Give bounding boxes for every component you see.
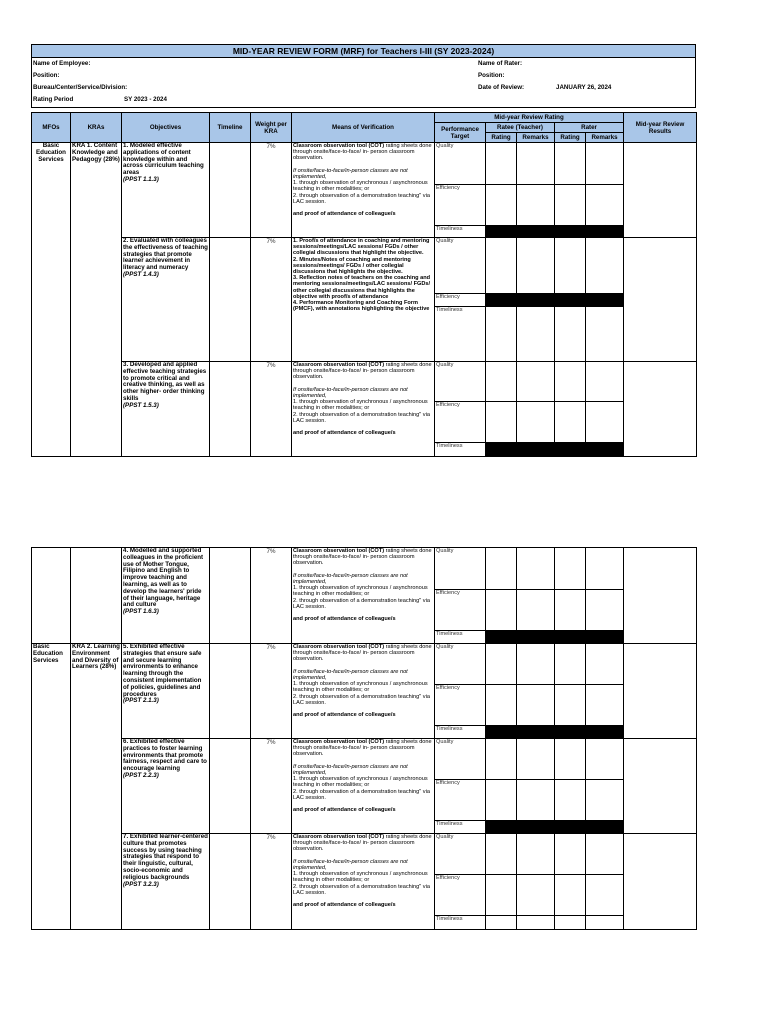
mov-cell xyxy=(292,143,435,238)
perf-efficiency: Efficiency xyxy=(435,590,486,631)
timeline-cell[interactable] xyxy=(210,143,251,238)
mov-cot-rest: rating sheets done through onsite/face-to-face/ in- person classroom observation. xyxy=(293,362,432,381)
employee-info xyxy=(31,58,696,108)
rater-remarks-input[interactable] xyxy=(586,143,624,185)
header-weight: Weight per KRA xyxy=(251,113,292,143)
header-rater-rating: Rating xyxy=(555,133,586,143)
perf-efficiency: Efficiency xyxy=(435,185,486,226)
header-midyear-rating: Mid-year Review Rating xyxy=(435,113,624,123)
header-mov: Means of Verification xyxy=(292,113,435,143)
mov-item-2: 2. through observation of a demonstration teaching" via LAC session. xyxy=(293,192,430,205)
mov-cot-bold: Classroom observation tool (COT) xyxy=(293,362,385,368)
ratee-remarks-input[interactable] xyxy=(517,362,555,402)
table-row xyxy=(32,238,697,294)
form-page-1 xyxy=(31,44,696,457)
date-of-review-label: Date of Review: xyxy=(478,84,525,91)
mov-item-2: 2. through observation of a demonstration teaching" via LAC session. xyxy=(293,788,430,801)
perf-efficiency: Efficiency xyxy=(435,875,486,916)
rater-remarks-input[interactable] xyxy=(586,402,624,443)
rater-rating-input[interactable] xyxy=(555,834,586,875)
objective-cell xyxy=(122,548,210,644)
rater-rating-input[interactable] xyxy=(555,185,586,226)
rater-rating-input[interactable] xyxy=(555,739,586,780)
ratee-rating-input[interactable] xyxy=(486,185,517,226)
mov-p1: 1. Proof/s of attendance in coaching and mentoring sessions/meetings/LAC sessions/ FGDs / other collegial discussions that highlight the objective. xyxy=(293,238,430,257)
header-rater: Rater xyxy=(555,123,624,133)
ratee-remarks-input[interactable] xyxy=(517,402,555,443)
objective-text: 4. Modelled and supported colleagues in the proficient use of Mother Tongue, Filipino and English to improve teaching and learning, as well as to develop the learners' pride of their language, heritage and culture xyxy=(123,547,204,609)
ratee-remarks-input[interactable] xyxy=(517,307,555,362)
ratee-rating-input[interactable] xyxy=(486,875,517,916)
mov-item-1: 1. through observation of synchronous / asynchronous teaching in other modalities; or xyxy=(293,180,428,193)
ppst-code: (PPST 1.5.3) xyxy=(123,401,159,409)
rater-rating-input[interactable] xyxy=(555,644,586,685)
mov-item-1: 1. through observation of synchronous / asynchronous teaching in other modalities; or xyxy=(293,681,428,694)
timeline-cell[interactable] xyxy=(210,362,251,457)
ppst-code: (PPST 1.1.3) xyxy=(123,175,159,183)
mov-item-1: 1. through observation of synchronous / asynchronous teaching in other modalities; or xyxy=(293,871,428,884)
perf-efficiency: Efficiency xyxy=(435,685,486,726)
mov-cell xyxy=(292,644,435,739)
name-of-employee-label: Name of Employee: xyxy=(33,60,91,67)
ratee-rating-input[interactable] xyxy=(486,916,517,930)
blacked-out-cell xyxy=(486,294,624,307)
rater-rating-input[interactable] xyxy=(555,780,586,821)
mov-proof: and proof of attendance of colleague/s xyxy=(293,902,396,909)
rating-period-label: Rating Period xyxy=(33,96,74,103)
timeline-cell[interactable] xyxy=(210,238,251,362)
blacked-out-cell xyxy=(486,226,624,238)
objective-text: 2. Evaluated with colleagues the effectiveness of teaching strategies that promote learner achievement in literacy and numeracy xyxy=(123,237,208,272)
ratee-rating-input[interactable] xyxy=(486,834,517,875)
mov-cot-bold: Classroom observation tool (COT) xyxy=(293,143,385,149)
rater-rating-input[interactable] xyxy=(555,402,586,443)
mov-proof: and proof of attendance of colleague/s xyxy=(293,712,396,719)
mov-item-1: 1. through observation of synchronous / asynchronous teaching in other modalities; or xyxy=(293,585,428,598)
objective-text: 6. Exhibited effective practices to foster learning environments that promote fairness, respect and care to encourage learning xyxy=(123,738,207,773)
weight-cell: 7% xyxy=(251,834,292,930)
ratee-rating-input[interactable] xyxy=(486,362,517,402)
ppst-code: (PPST 3.2.3) xyxy=(123,880,159,888)
timeline-cell[interactable] xyxy=(210,739,251,834)
mov-proof: and proof of attendance of colleague/s xyxy=(293,807,396,814)
objective-text: 7. Exhibited learner-centered culture that promotes success by using teaching strategies that respond to their linguistic, cultural, socio-economic and religious backgrounds xyxy=(123,833,208,881)
objective-text: 1. Modeled effective applications of content knowledge within and across curriculum teaching areas xyxy=(123,142,204,177)
ratee-remarks-input[interactable] xyxy=(517,590,555,631)
mov-if-onsite: If onsite/face-to-face/in-person classes are not implemented, xyxy=(293,858,408,872)
rater-rating-input[interactable] xyxy=(555,362,586,402)
objective-cell xyxy=(122,834,210,930)
results-cell[interactable] xyxy=(624,548,697,644)
table-row xyxy=(32,362,697,402)
mov-proof: and proof of attendance of colleague/s xyxy=(293,211,396,218)
timeline-cell[interactable] xyxy=(210,834,251,930)
kra-cell: KRA 2. Learning Environment and Diversity of Learners (28%) xyxy=(71,644,122,930)
perf-timeliness: Timeliness xyxy=(435,307,486,362)
mfo-cell: Basic Education Services xyxy=(32,143,71,457)
objective-cell xyxy=(122,644,210,739)
perf-efficiency: Efficiency xyxy=(435,402,486,443)
rater-remarks-input[interactable] xyxy=(586,185,624,226)
kra-cell: KRA 1. Content Knowledge and Pedagogy (28%) xyxy=(71,143,122,457)
mov-cot-bold: Classroom observation tool (COT) xyxy=(293,834,385,840)
ratee-remarks-input[interactable] xyxy=(517,875,555,916)
mov-cot-bold: Classroom observation tool (COT) xyxy=(293,548,385,554)
ratee-remarks-input[interactable] xyxy=(517,834,555,875)
mov-cot-bold: Classroom observation tool (COT) xyxy=(293,739,385,745)
review-table-1 xyxy=(31,112,697,457)
perf-quality: Quality xyxy=(435,739,486,780)
ratee-rating-input[interactable] xyxy=(486,238,517,294)
form-title: MID-YEAR REVIEW FORM (MRF) for Teachers I-III (SY 2023-2024) xyxy=(31,44,696,58)
ratee-rating-input[interactable] xyxy=(486,307,517,362)
objective-cell xyxy=(122,238,210,362)
ratee-remarks-input[interactable] xyxy=(517,143,555,185)
mfo-cell xyxy=(32,548,71,644)
rater-remarks-input[interactable] xyxy=(586,590,624,631)
name-of-rater-label: Name of Rater: xyxy=(478,60,523,67)
perf-quality: Quality xyxy=(435,238,486,294)
ratee-rating-input[interactable] xyxy=(486,644,517,685)
mov-proof: and proof of attendance of colleague/s xyxy=(293,616,396,623)
rater-rating-input[interactable] xyxy=(555,143,586,185)
rater-remarks-input[interactable] xyxy=(586,238,624,294)
ppst-code: (PPST 2.1.3) xyxy=(123,697,159,705)
position-label: Position: xyxy=(33,72,60,79)
perf-timeliness: Timeliness xyxy=(435,916,486,930)
header-results: Mid-year Review Results xyxy=(624,113,697,143)
blacked-out-cell xyxy=(486,443,624,457)
objective-text: 5. Exhibited effective strategies that ensure safe and secure learning environments to enhance learning through the consistent implementation of policies, guidelines and procedures xyxy=(123,643,202,698)
ppst-code: (PPST 1.6.3) xyxy=(123,608,159,616)
rater-remarks-input[interactable] xyxy=(586,548,624,590)
ratee-rating-input[interactable] xyxy=(486,739,517,780)
rater-remarks-input[interactable] xyxy=(586,644,624,685)
form-page-2 xyxy=(31,547,696,930)
objective-cell xyxy=(122,739,210,834)
results-cell[interactable] xyxy=(624,644,697,739)
blacked-out-cell xyxy=(486,726,624,739)
mov-if-onsite: If onsite/face-to-face/in-person classes are not implemented, xyxy=(293,386,408,400)
perf-quality: Quality xyxy=(435,143,486,185)
bureau-label: Bureau/Center/Service/Division: xyxy=(33,84,128,91)
rater-remarks-input[interactable] xyxy=(586,780,624,821)
rater-remarks-input[interactable] xyxy=(586,685,624,726)
header-rater-remarks: Remarks xyxy=(586,133,624,143)
kra-cell xyxy=(71,548,122,644)
mov-item-2: 2. through observation of a demonstration teaching" via LAC session. xyxy=(293,411,430,424)
mov-cot-rest: rating sheets done through onsite/face-to-face/ in- person classroom observation. xyxy=(293,644,432,663)
table-row xyxy=(32,143,697,185)
perf-timeliness: Timeliness xyxy=(435,631,486,644)
results-cell[interactable] xyxy=(624,238,697,362)
mov-proof: and proof of attendance of colleague/s xyxy=(293,430,396,437)
header-performance-target: Performance Target xyxy=(435,123,486,143)
mov-cell xyxy=(292,238,435,362)
mov-item-1: 1. through observation of synchronous / asynchronous teaching in other modalities; or xyxy=(293,399,428,412)
weight-cell: 7% xyxy=(251,238,292,362)
perf-timeliness: Timeliness xyxy=(435,726,486,739)
rater-position-label: Position: xyxy=(478,72,505,79)
blacked-out-cell xyxy=(486,631,624,644)
mov-cot-bold: Classroom observation tool (COT) xyxy=(293,644,385,650)
objective-cell xyxy=(122,362,210,457)
ppst-code: (PPST 2.2.3) xyxy=(123,771,159,779)
perf-timeliness: Timeliness xyxy=(435,821,486,834)
mov-item-1: 1. through observation of synchronous / asynchronous teaching in other modalities; or xyxy=(293,776,428,789)
results-cell[interactable] xyxy=(624,739,697,834)
rater-remarks-input[interactable] xyxy=(586,875,624,916)
header-timeline: Timeline xyxy=(210,113,251,143)
ratee-rating-input[interactable] xyxy=(486,402,517,443)
mov-cell xyxy=(292,739,435,834)
weight-cell: 7% xyxy=(251,739,292,834)
objective-text: 3. Developed and applied effective teaching strategies to promote critical and creative thinking, as well as other higher- order thinking skills xyxy=(123,361,207,402)
date-of-review-value: JANUARY 26, 2024 xyxy=(556,84,612,91)
mov-if-onsite: If onsite/face-to-face/in-person classes are not implemented, xyxy=(293,572,408,586)
mov-item-2: 2. through observation of a demonstration teaching" via LAC session. xyxy=(293,693,430,706)
ratee-remarks-input[interactable] xyxy=(517,916,555,930)
header-ratee-rating: Rating xyxy=(486,133,517,143)
rater-rating-input[interactable] xyxy=(555,238,586,294)
rater-rating-input[interactable] xyxy=(555,916,586,930)
ratee-remarks-input[interactable] xyxy=(517,780,555,821)
objective-cell xyxy=(122,143,210,238)
perf-quality: Quality xyxy=(435,834,486,875)
ratee-rating-input[interactable] xyxy=(486,548,517,590)
mov-item-2: 2. through observation of a demonstration teaching" via LAC session. xyxy=(293,597,430,610)
mov-p4: 4. Performance Monitoring and Coaching Form (PMCF), with annotations highlighting the objective xyxy=(293,300,430,313)
mov-cot-rest: rating sheets done through onsite/face-to-face/ in- person classroom observation. xyxy=(293,548,432,567)
mov-cell xyxy=(292,362,435,457)
rater-rating-input[interactable] xyxy=(555,685,586,726)
perf-quality: Quality xyxy=(435,644,486,685)
mov-if-onsite: If onsite/face-to-face/in-person classes are not implemented, xyxy=(293,167,408,181)
mov-cot-rest: rating sheets done through onsite/face-to-face/ in- person classroom observation. xyxy=(293,143,432,162)
results-cell[interactable] xyxy=(624,362,697,457)
ratee-rating-input[interactable] xyxy=(486,780,517,821)
mov-p2: 2. Minutes/Notes of coaching and mentoring sessions/meetings/ FGDs / other collegial discussions that highlights the objective. xyxy=(293,256,411,276)
ratee-remarks-input[interactable] xyxy=(517,644,555,685)
ratee-rating-input[interactable] xyxy=(486,590,517,631)
rater-remarks-input[interactable] xyxy=(586,834,624,875)
mov-if-onsite: If onsite/face-to-face/in-person classes are not implemented, xyxy=(293,668,408,682)
perf-efficiency: Efficiency xyxy=(435,780,486,821)
ratee-remarks-input[interactable] xyxy=(517,548,555,590)
rater-rating-input[interactable] xyxy=(555,875,586,916)
header-ratee: Ratee (Teacher) xyxy=(486,123,555,133)
weight-cell: 7% xyxy=(251,362,292,457)
ratee-rating-input[interactable] xyxy=(486,685,517,726)
weight-cell: 7% xyxy=(251,143,292,238)
rater-remarks-input[interactable] xyxy=(586,916,624,930)
header-mfos: MFOs xyxy=(32,113,71,143)
mov-cot-rest: rating sheets done through onsite/face-to-face/ in- person classroom observation. xyxy=(293,739,432,758)
ratee-rating-input[interactable] xyxy=(486,143,517,185)
perf-quality: Quality xyxy=(435,362,486,402)
perf-efficiency: Efficiency xyxy=(435,294,486,307)
perf-quality: Quality xyxy=(435,548,486,590)
rater-remarks-input[interactable] xyxy=(586,739,624,780)
mov-cot-rest: rating sheets done through onsite/face-to-face/ in- person classroom observation. xyxy=(293,834,432,853)
table-row xyxy=(32,834,697,875)
header-kras: KRAs xyxy=(71,113,122,143)
ratee-remarks-input[interactable] xyxy=(517,238,555,294)
mov-p3: 3. Reflection notes of teachers on the coaching and mentoring sessions/meetings/LAC sessions/ FGDs/ other collegial discussions that highlights the objective with proof/s of attendance xyxy=(293,275,431,300)
review-table-2 xyxy=(31,547,697,930)
ppst-code: (PPST 1.4.3) xyxy=(123,270,159,278)
weight-cell: 7% xyxy=(251,644,292,739)
results-cell[interactable] xyxy=(624,834,697,930)
ratee-remarks-input[interactable] xyxy=(517,185,555,226)
mov-cell xyxy=(292,548,435,644)
perf-timeliness: Timeliness xyxy=(435,226,486,238)
ratee-remarks-input[interactable] xyxy=(517,685,555,726)
ratee-remarks-input[interactable] xyxy=(517,739,555,780)
mov-item-2: 2. through observation of a demonstration teaching" via LAC session. xyxy=(293,883,430,896)
mov-cell xyxy=(292,834,435,930)
rating-period-value: SY 2023 - 2024 xyxy=(124,96,167,103)
rater-rating-input[interactable] xyxy=(555,590,586,631)
header-ratee-remarks: Remarks xyxy=(517,133,555,143)
mov-if-onsite: If onsite/face-to-face/in-person classes are not implemented, xyxy=(293,763,408,777)
rater-remarks-input[interactable] xyxy=(586,307,624,362)
timeline-cell[interactable] xyxy=(210,644,251,739)
rater-rating-input[interactable] xyxy=(555,548,586,590)
timeline-cell[interactable] xyxy=(210,548,251,644)
results-cell[interactable] xyxy=(624,143,697,238)
blacked-out-cell xyxy=(486,821,624,834)
mfo-cell: Basic Education Services xyxy=(32,644,71,930)
rater-rating-input[interactable] xyxy=(555,307,586,362)
header-objectives: Objectives xyxy=(122,113,210,143)
table-row xyxy=(32,739,697,780)
rater-remarks-input[interactable] xyxy=(586,362,624,402)
weight-cell: 7% xyxy=(251,548,292,644)
table-row xyxy=(32,548,697,590)
perf-timeliness: Timeliness xyxy=(435,443,486,457)
table-row xyxy=(32,644,697,685)
